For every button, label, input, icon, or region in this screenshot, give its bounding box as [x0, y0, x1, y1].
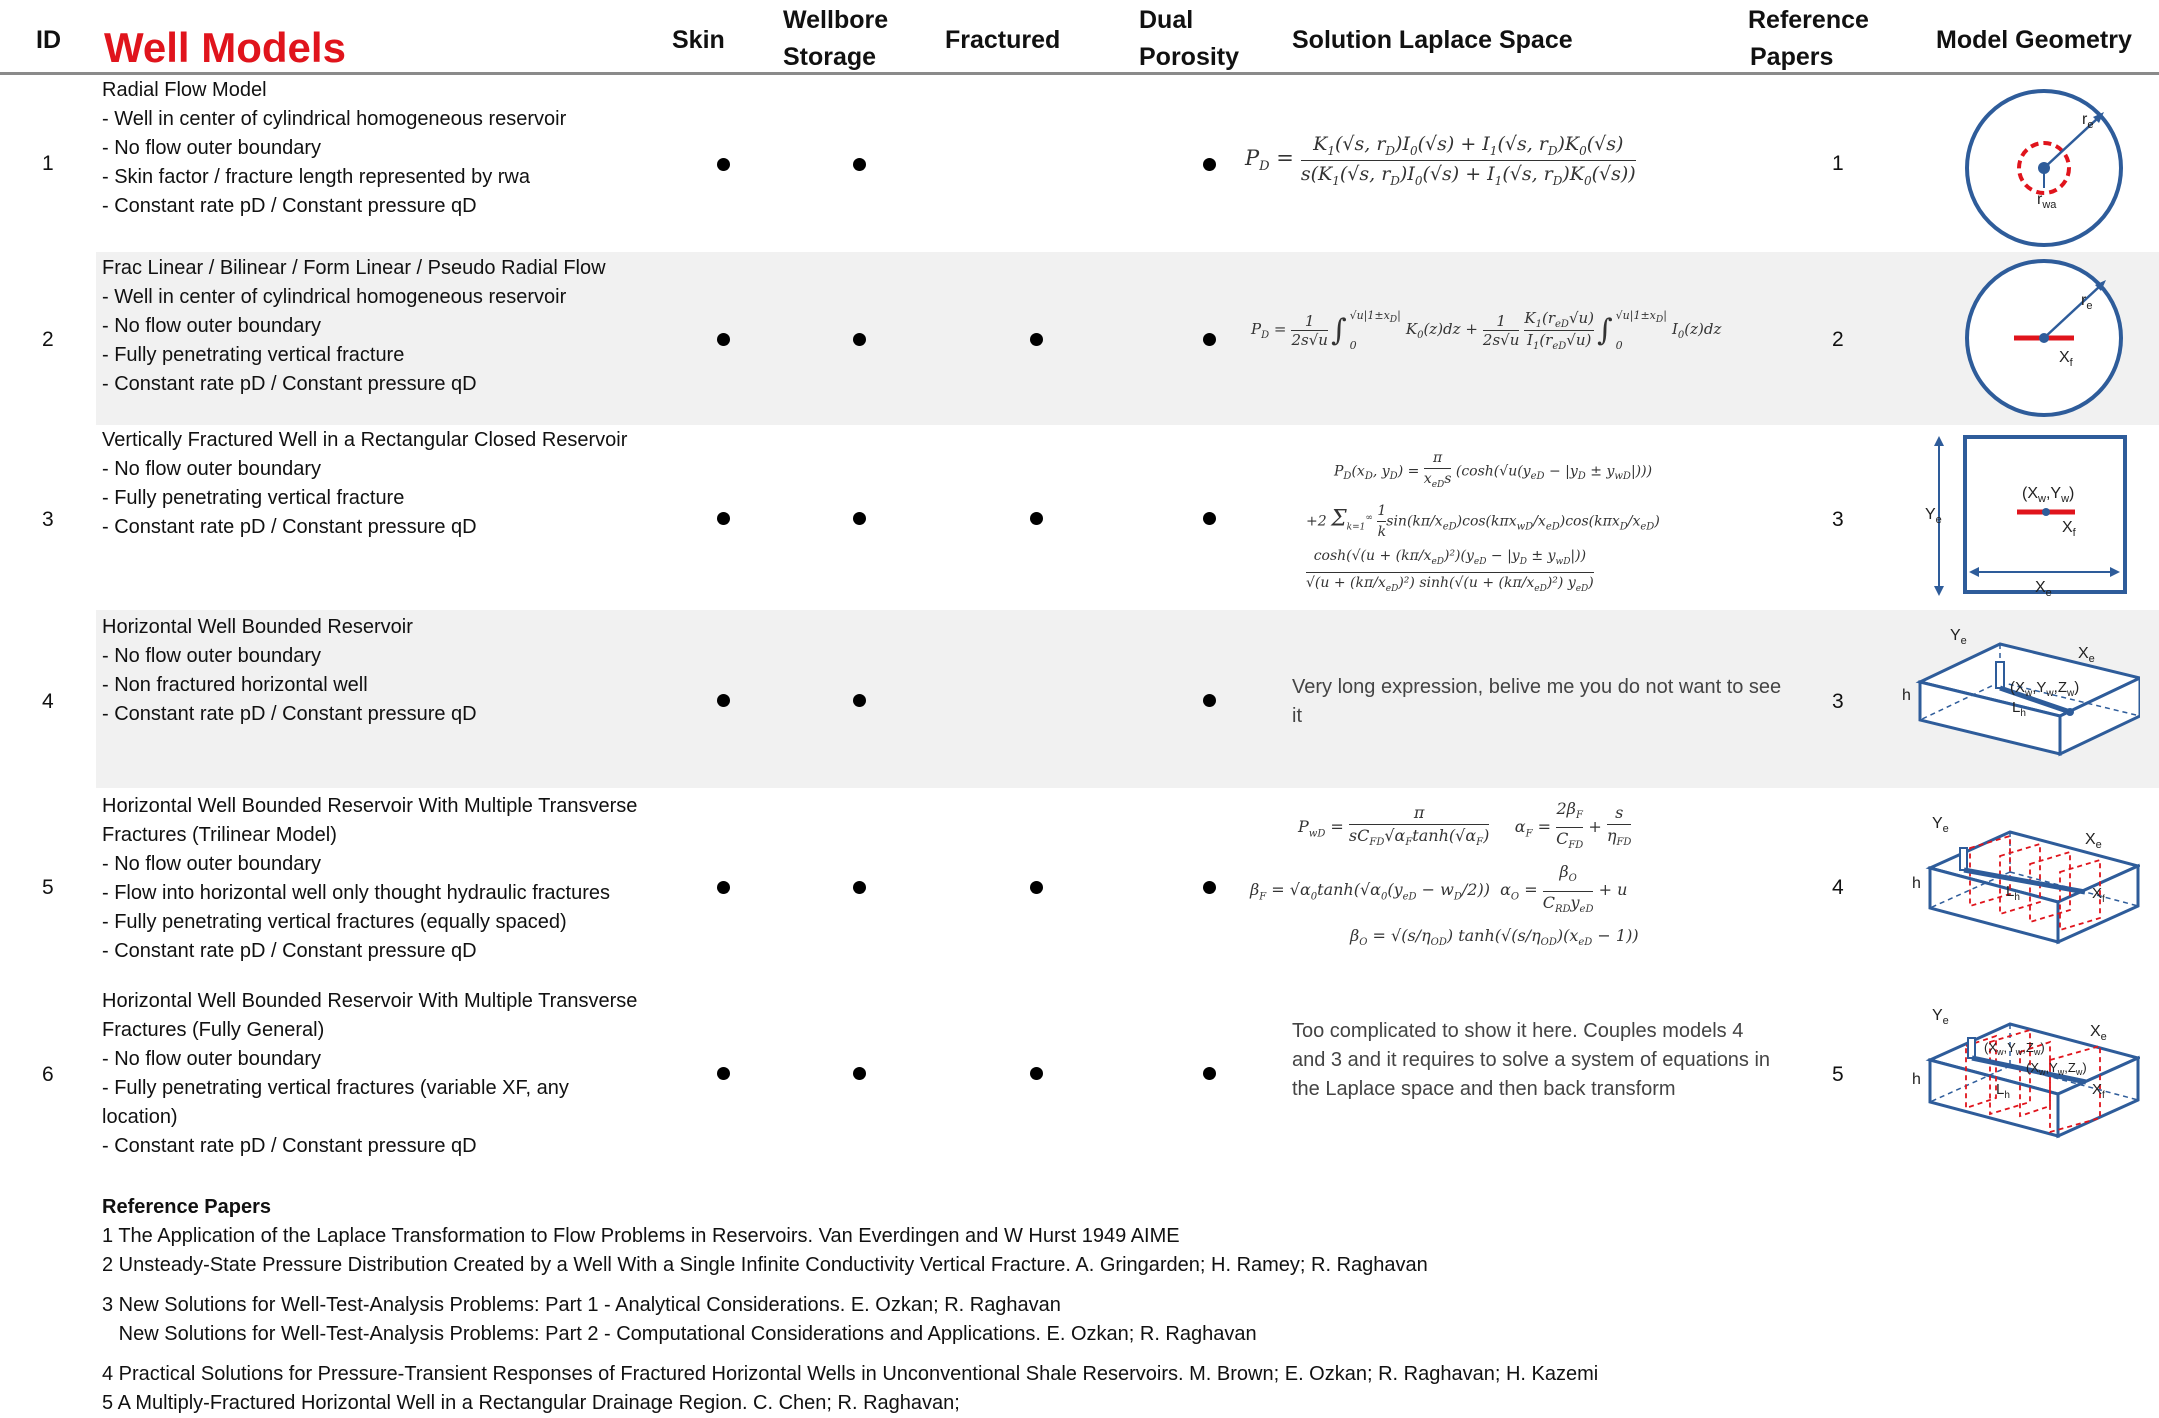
storage-dot: [853, 881, 866, 894]
formula-line-1: $P_D(x_D$, $y_D$) = π $x_{eD}s$ $(\cosh(√u(y_{eD} - |y_D \pm y_{wD}|)))$: [1334, 450, 1653, 490]
reference-number: 3: [1832, 508, 1844, 531]
radial-flow-geometry: [1960, 88, 2128, 248]
vertical-section: [1996, 662, 2004, 688]
reference-number: 3: [1832, 690, 1844, 713]
well-location-label: $(X_w,Y_w)$: [2022, 485, 2075, 505]
reference-item: 4 Practical Solutions for Pressure-Transient Responses of Fractured Horizontal Wells in Unconventional Shale Reservoirs. M. Brown; E. Ozkan; R. Raghavan; H. Kazemi: [102, 1363, 1599, 1385]
general-fracture-geometry: [1910, 1002, 2140, 1152]
reference-item: 1 The Application of the Laplace Transformation to Flow Problems in Reservoirs. Van Everdingen and W Hurst 1949 AIME: [102, 1225, 1180, 1247]
well-location-label: $(X_w,Y_w,Z_w)$: [2026, 1060, 2087, 1077]
header-reference-line1: Reference: [1748, 6, 1869, 34]
ye-label: $Y_e$: [1932, 815, 1949, 835]
row-description: Radial Flow Model - Well in center of cylindrical homogeneous reservoir - No flow outer boundary - Skin factor / fracture length represented by rwa - Constant rate pD / Constant pressure qD: [102, 79, 567, 217]
wellbore: [2042, 508, 2050, 516]
horizontal-well-geometry: [1900, 622, 2140, 762]
dual-porosity-dot: [1203, 881, 1216, 894]
solution-formula: $P_D$ = $K_1(√s$, $r_D)I_0(√s) + I_1(√s$, $r_D)K_0(√s)$ $s(K_1(√s$, $r_D)I_0(√s) + I_1(√s$, $r_D)K_0(√s)$): [1245, 133, 1636, 188]
header-wellbore-line1: Wellbore: [783, 6, 889, 34]
formula-line-3: $\beta_O = √(s/\eta_{OD}) \tanh(√(s/\eta_{OD})(x_{eD} - 1))$: [1350, 925, 1639, 948]
header-geometry: Model Geometry: [1936, 26, 2132, 54]
row-id: 1: [42, 152, 54, 175]
solution-formula: $P_D$ = 1 2s√u ∫ $√u|1\pm x_D|$ 0 $K_0(z)dz$ + 1 2s√u $K_1(r_{eD}√u)$ $I_1(r_{eD}√u)$ ∫ $√u|1\pm x_D|$ 0 $I_0(z)dz$: [1251, 309, 1722, 353]
reference-item: 2 Unsteady-State Pressure Distribution Created by a Well With a Single Infinite Conductivity Vertical Fracture. A. Gringarden; H. Ramey; R. Raghavan: [102, 1254, 1428, 1276]
dual-porosity-dot: [1203, 1067, 1216, 1080]
row-description: Horizontal Well Bounded Reservoir - No flow outer boundary - Non fractured horizontal well - Constant rate pD / Constant pressure qD: [102, 616, 477, 725]
row-description: Horizontal Well Bounded Reservoir With Multiple Transverse Fractures (Trilinear Model) - No flow outer boundary - Flow into horizontal well only thought hydraulic fractures - Fully penetrating vertical fractures (equally spaced) - Constant rate pD / Constant pressure qD: [102, 795, 638, 962]
fracture-location-label: $(X_w,Y_w,Z_w)$: [1984, 1040, 2045, 1057]
row-id: 6: [42, 1063, 54, 1086]
reference-item: 5 A Multiply-Fractured Horizontal Well in a Rectangular Drainage Region. C. Chen; R. Raghavan;: [102, 1392, 960, 1414]
solution-text: Very long expression, belive me you do not want to see it: [1292, 676, 1782, 727]
h-label: h: [1912, 1071, 1921, 1088]
page-title: Well Models: [104, 24, 346, 71]
well-location-label: $(X_w,Y_w,Z_w)$: [2010, 679, 2080, 699]
header-divider: [0, 72, 2159, 75]
reference-number: 4: [1832, 876, 1844, 899]
header-wellbore-line2: Storage: [783, 43, 877, 71]
reference-list: [102, 1193, 1598, 1418]
xe-label: $X_e$: [2078, 645, 2095, 665]
header-fractured: Fractured: [945, 26, 1061, 54]
xf-label: $X_f$: [2092, 1081, 2105, 1101]
formula-line-2: +2 $\Sigma_{k=1}^\infty$ $\frac{1}{k}$ $\sin(k\pi/x_{eD})\cos(k\pi x_{wD}/x_{eD})\cos(k\pi x_D/x_{eD})$: [1306, 502, 1660, 540]
h-label: h: [1912, 875, 1921, 892]
trilinear-model-geometry: [1910, 808, 2140, 958]
skin-dot: [717, 512, 730, 525]
storage-dot: [853, 158, 866, 171]
dual-porosity-dot: [1203, 158, 1216, 171]
xe-label: $X_e$: [2035, 579, 2052, 599]
storage-dot: [853, 512, 866, 525]
skin-dot: [717, 881, 730, 894]
header-id: ID: [36, 26, 61, 54]
fractured-dot: [1030, 512, 1043, 525]
dual-porosity-dot: [1203, 333, 1216, 346]
lh-label: $L_h$: [1996, 1081, 2010, 1101]
header-solution: Solution Laplace Space: [1292, 26, 1573, 54]
h-label: h: [1902, 687, 1911, 704]
fractured-dot: [1030, 1067, 1043, 1080]
xf-label: $X_f$: [2062, 519, 2076, 539]
ye-label: $Y_e$: [1925, 506, 1942, 526]
storage-dot: [853, 694, 866, 707]
skin-dot: [717, 1067, 730, 1080]
lh-label: $L_h$: [2006, 883, 2020, 903]
header-dual-line1: Dual: [1139, 6, 1194, 34]
storage-dot: [853, 333, 866, 346]
reference-number: 1: [1832, 152, 1844, 175]
row-description: Frac Linear / Bilinear / Form Linear / Pseudo Radial Flow - Well in center of cylindrical homogeneous reservoir - No flow outer boundary - Fully penetrating vertical fracture - Constant rate pD / Constant pressure qD: [102, 257, 606, 395]
header-skin: Skin: [672, 26, 725, 54]
re-label: $r_e$: [2081, 292, 2093, 312]
storage-dot: [853, 1067, 866, 1080]
row-id: 4: [42, 690, 54, 713]
header-reference-line2: Papers: [1750, 43, 1834, 71]
reference-item: New Solutions for Well-Test-Analysis Problems: Part 2 - Computational Considerations and Applications. E. Ozkan; R. Raghavan: [102, 1323, 1257, 1345]
re-label: $r_e$: [2082, 111, 2094, 131]
row-description: Horizontal Well Bounded Reservoir With Multiple Transverse Fractures (Fully General) - No flow outer boundary - Fully penetrating vertical fractures (variable XF, any location) - Constant rate pD / Constant pressure qD: [102, 990, 638, 1157]
row-id: 3: [42, 508, 54, 531]
reference-number: 5: [1832, 1063, 1844, 1086]
dual-porosity-dot: [1203, 512, 1216, 525]
row-description: Vertically Fractured Well in a Rectangular Closed Reservoir - No flow outer boundary - Fully penetrating vertical fracture - Constant rate pD / Constant pressure qD: [102, 429, 628, 538]
lh-label: $L_h$: [2012, 699, 2026, 719]
header-dual-line2: Porosity: [1139, 43, 1240, 71]
ye-label: $Y_e$: [1932, 1007, 1949, 1027]
reference-list-title: Reference Papers: [102, 1196, 271, 1218]
xf-label: $X_f$: [2059, 349, 2073, 369]
row-id: 2: [42, 328, 54, 351]
solution-formula: [1306, 448, 1660, 598]
row-id: 5: [42, 876, 54, 899]
reference-number: 2: [1832, 328, 1844, 351]
solution-formula: [1250, 798, 1639, 954]
ye-label: $Y_e$: [1950, 627, 1967, 647]
formula-line-2: $\beta_F = √\alpha_0\tanh(√\alpha_0(y_{eD} - w_D/2)) \alpha_O$ = $\beta_O$ $C_{RD}y_{eD}$ + u: [1250, 862, 1628, 915]
fracture-radial-geometry: [1960, 258, 2128, 418]
solution-text: Too complicated to show it here. Couples models 4 and 3 and it requires to solve a system of equations in the Laplace space and then back transform: [1292, 1020, 1771, 1100]
xe-label: $X_e$: [2090, 1023, 2107, 1043]
fractured-dot: [1030, 881, 1043, 894]
fractured-dot: [1030, 333, 1043, 346]
skin-dot: [717, 158, 730, 171]
dual-porosity-dot: [1203, 694, 1216, 707]
header-wellbore-storage: [783, 2, 888, 76]
formula-line-3: $\cosh(√(u + (k\pi/x_{eD})^2)(y_{eD} - |y_D \pm y_{wD}|))$ $√(u + (k\pi/x_{eD})^2)$ $\sinh(√(u + (k\pi/x_{eD})^2)$ $y_{eD}$): [1306, 547, 1594, 594]
xf-label: $X_f$: [2092, 885, 2105, 905]
rectangular-reservoir-geometry: [1925, 432, 2130, 600]
header-dual-porosity: [1139, 2, 1239, 76]
skin-dot: [717, 694, 730, 707]
header-reference-papers: [1748, 2, 1869, 76]
xe-label: $X_e$: [2085, 831, 2102, 851]
formula-line-1: $P_{wD}$ = π $sC_{FD}√\alpha_F\tanh(√\alpha_F)$ $\alpha_F$ = $2\beta_F$ $C_{FD}$ + s $\eta_{FD}$: [1298, 799, 1632, 852]
reference-item: 3 New Solutions for Well-Test-Analysis Problems: Part 1 - Analytical Considerations. E. Ozkan; R. Raghavan: [102, 1294, 1061, 1316]
skin-dot: [717, 333, 730, 346]
rwa-label: $r_{wa}$: [2037, 191, 2057, 211]
